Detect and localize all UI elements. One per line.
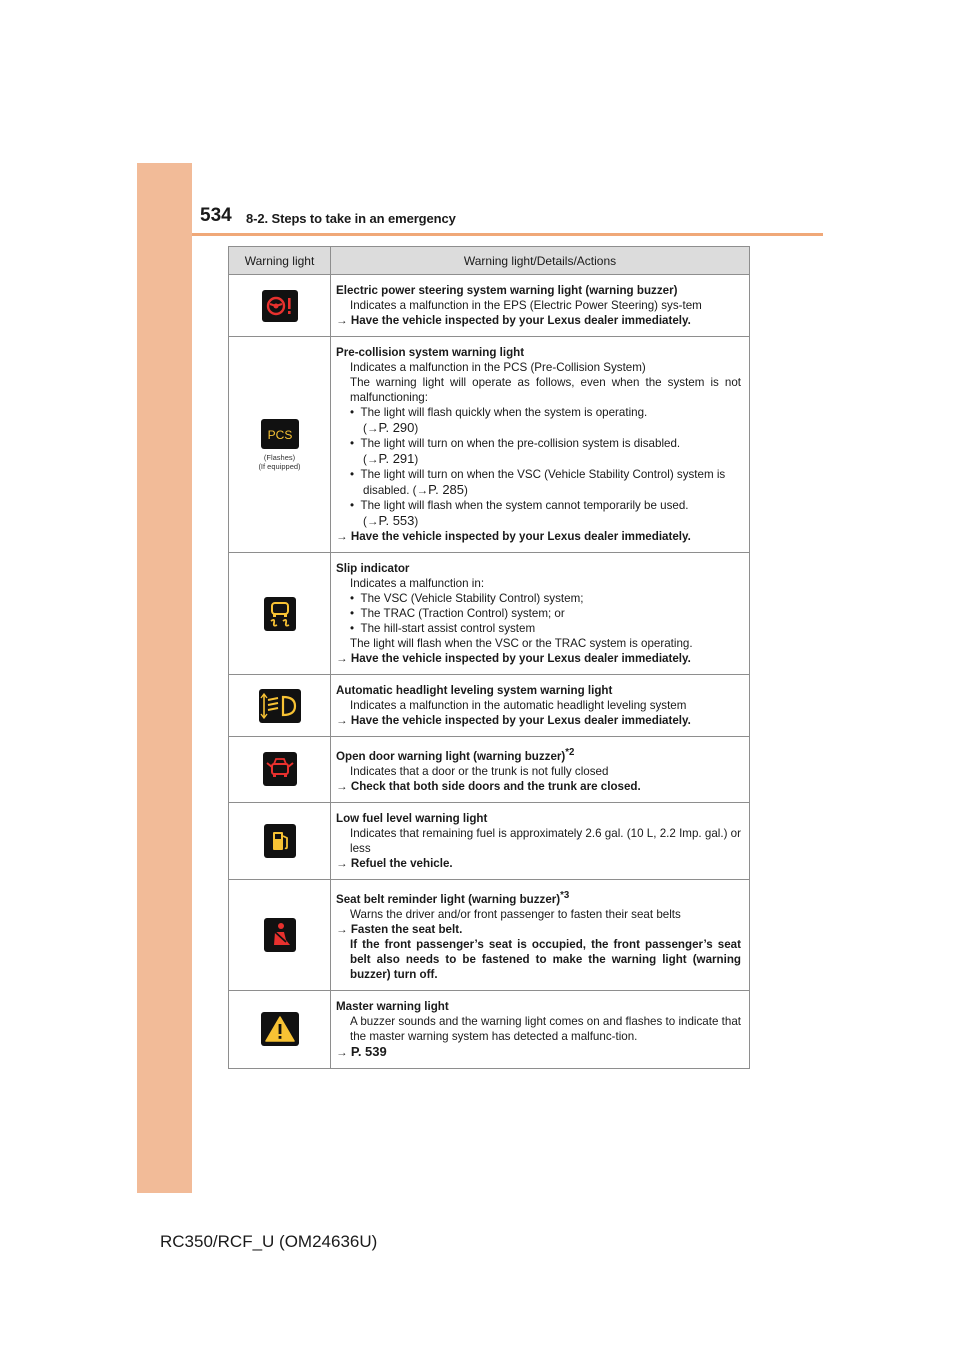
row-action-detail: If the front passenger’s seat is occupied, the front passenger’s seat belt also needs to be fastened to make the warning light (warning buzzer) turn off. — [350, 937, 741, 981]
arrow-icon: → — [336, 714, 348, 727]
row-title: Pre-collision system warning light — [336, 346, 525, 359]
icon-cell — [229, 675, 331, 737]
row-action: Have the vehicle inspected by your Lexus dealer immediately. — [350, 714, 691, 727]
row-title: Master warning light — [336, 999, 449, 1013]
table-row — [229, 337, 750, 553]
icon-cell — [229, 275, 331, 337]
row-description: Indicates a malfunction in: — [350, 577, 485, 590]
flashes-note: (Flashes) — [263, 452, 296, 462]
page-reference: (→P. 291) — [363, 451, 419, 466]
slip-indicator-icon — [264, 597, 296, 631]
header-rule — [192, 233, 823, 236]
row-description: A buzzer sounds and the warning light comes on and flashes to indicate that the master warning system has detected a malfunc-tion. — [350, 1014, 741, 1043]
row-title: Electric power steering system warning light (warning buzzer) — [336, 284, 678, 297]
row-action: Refuel the vehicle. — [350, 856, 453, 870]
arrow-icon: → — [336, 652, 348, 665]
arrow-icon: → — [336, 530, 348, 543]
column-header-details: Warning light/Details/Actions — [331, 247, 750, 275]
list-item: • The VSC (Vehicle Stability Control) system; — [350, 592, 584, 605]
icon-cell — [229, 990, 331, 1068]
row-action: Check that both side doors and the trunk are closed. — [350, 779, 641, 793]
master-warning-icon — [261, 1012, 299, 1046]
details-cell — [331, 553, 750, 675]
row-title: Low fuel level warning light — [336, 811, 488, 825]
details-cell — [331, 990, 750, 1068]
open-door-icon — [263, 752, 297, 786]
icon-cell — [229, 802, 331, 879]
eps-warning-icon — [262, 290, 298, 322]
row-description: Indicates a malfunction in the PCS (Pre-Collision System) — [350, 361, 646, 374]
details-cell — [331, 879, 750, 990]
if-equipped-note: (If equipped) — [258, 461, 301, 471]
page-reference: (→P. 553) — [363, 513, 419, 528]
row-description-2: The warning light will operate as follows, even when the system is not malfunctioning: — [350, 376, 741, 404]
warning-lights-table — [228, 246, 750, 1069]
icon-cell — [229, 337, 331, 553]
details-cell — [331, 737, 750, 803]
chapter-sidebar-tab — [137, 163, 192, 1193]
row-description-2: The light will flash when the VSC or the TRAC system is operating. — [350, 637, 693, 650]
footnote-marker: *2 — [565, 747, 575, 758]
row-description: Indicates that a door or the trunk is not fully closed — [350, 764, 609, 778]
column-header-warning-light: Warning light — [229, 247, 331, 275]
row-action: Have the vehicle inspected by your Lexus dealer immediately. — [350, 652, 691, 665]
section-title: 8-2. Steps to take in an emergency — [246, 211, 456, 226]
list-item: • The light will turn on when the VSC (Vehicle Stability Control) system is disabled. (→P. 285) — [350, 468, 726, 497]
row-action: Have the vehicle inspected by your Lexus dealer immediately. — [350, 530, 691, 543]
arrow-icon: → — [336, 856, 348, 870]
table-row — [229, 879, 750, 990]
footnote-marker: *3 — [560, 889, 570, 901]
icon-cell — [229, 879, 331, 990]
details-cell — [331, 275, 750, 337]
page-reference: P. 539 — [350, 1043, 387, 1059]
row-title: Automatic headlight leveling system warning light — [336, 684, 613, 697]
table-header-row — [229, 247, 750, 275]
icon-cell — [229, 737, 331, 803]
arrow-icon: → — [336, 1045, 348, 1059]
table-row — [229, 737, 750, 803]
headlight-leveling-icon — [259, 689, 301, 723]
arrow-icon: → — [336, 314, 348, 327]
list-item: • The light will turn on when the pre-collision system is disabled. — [350, 437, 681, 450]
list-item: • The TRAC (Traction Control) system; or — [350, 607, 565, 620]
pcs-icon-text: PCS — [267, 427, 292, 442]
table-row — [229, 802, 750, 879]
list-item: • The light will flash quickly when the system is operating. — [350, 406, 648, 419]
row-title: Slip indicator — [336, 562, 410, 575]
page-reference: (→P. 290) — [363, 420, 419, 435]
pcs-warning-icon — [261, 419, 299, 449]
arrow-icon: → — [336, 922, 348, 936]
table-row — [229, 990, 750, 1068]
low-fuel-icon — [264, 824, 296, 858]
list-item: • The hill-start assist control system — [350, 622, 536, 635]
details-cell — [331, 337, 750, 553]
table-row — [229, 275, 750, 337]
icon-cell — [229, 553, 331, 675]
row-title: Seat belt reminder light (warning buzzer)$^{*3}$ — [336, 889, 570, 906]
page-number: 534 — [200, 205, 232, 226]
row-title: Open door warning light (warning buzzer)$^{*2}$ — [336, 747, 575, 763]
row-description: Warns the driver and/or front passenger to fasten their seat belts — [350, 907, 681, 921]
row-action: Have the vehicle inspected by your Lexus dealer immediately. — [350, 314, 691, 327]
table-row — [229, 675, 750, 737]
row-action: Fasten the seat belt. — [350, 922, 463, 936]
row-description: Indicates a malfunction in the automatic headlight leveling system — [350, 699, 687, 712]
arrow-icon: → — [336, 779, 348, 793]
row-description: Indicates that remaining fuel is approximately 2.6 gal. (10 L, 2.2 Imp. gal.) or less — [350, 826, 741, 855]
row-description: Indicates a malfunction in the EPS (Electric Power Steering) sys-tem — [350, 299, 702, 312]
details-cell — [331, 675, 750, 737]
table-row — [229, 553, 750, 675]
list-item: • The light will flash when the system cannot temporarily be used. — [350, 499, 689, 512]
details-cell — [331, 802, 750, 879]
document-footer: RC350/RCF_U (OM24636U) — [160, 1232, 378, 1251]
seat-belt-icon — [264, 918, 296, 952]
